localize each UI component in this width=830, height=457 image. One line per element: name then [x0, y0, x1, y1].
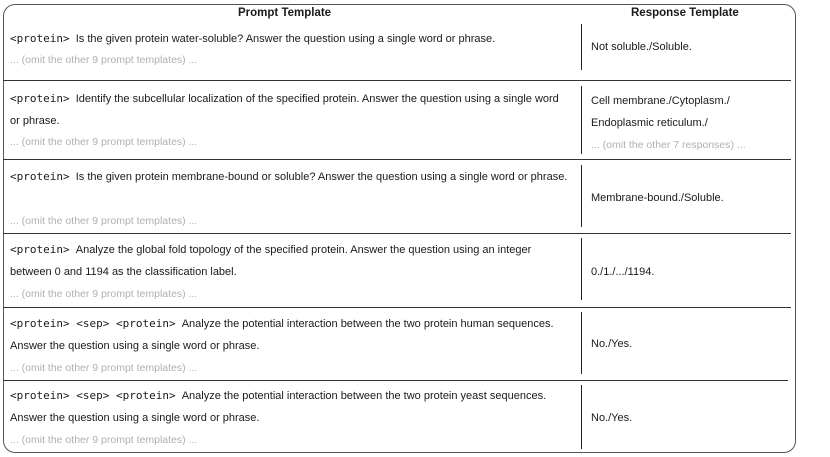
response-omit-note: ... (omit the other 7 responses) ...: [591, 139, 746, 151]
prompt-omit-note: ... (omit the other 9 prompt templates) ...: [10, 288, 198, 300]
row-divider: [3, 159, 791, 160]
prompt-cell: [10, 88, 570, 132]
response-cell: [591, 187, 786, 209]
prompt-cell: [10, 28, 570, 50]
response-cell: [591, 333, 786, 355]
prompt-cell: [10, 239, 570, 283]
response-cell: [591, 407, 786, 429]
response-text: No./Yes.: [591, 338, 633, 350]
prompt-cell: [10, 166, 570, 188]
response-text: 0./1./.../1194.: [591, 266, 655, 278]
prompt-omit-note: ... (omit the other 9 prompt templates) ...: [10, 434, 198, 446]
token-label: <protein>: [10, 170, 70, 183]
prompt-cell: [10, 313, 575, 357]
prompt-omit-note: ... (omit the other 9 prompt templates) ...: [10, 136, 198, 148]
prompt-text: Is the given protein water-soluble? Answer the question using a single word or phrase.: [75, 33, 496, 45]
token-label: <protein> <sep> <protein>: [10, 389, 176, 402]
column-divider: [581, 385, 582, 449]
row-divider: [3, 80, 791, 81]
response-text: No./Yes.: [591, 412, 633, 424]
token-label: <protein>: [10, 32, 70, 45]
prompt-omit-note: ... (omit the other 9 prompt templates) ...: [10, 362, 198, 374]
prompt-text: Analyze the global fold topology of the specified protein. Answer the question using an integer between 0 and 1194 as the classification label.: [10, 244, 532, 278]
column-divider: [581, 165, 582, 227]
row-divider: [3, 307, 791, 308]
token-label: <protein> <sep> <protein>: [10, 317, 176, 330]
header-response-template: Response Template: [631, 7, 739, 19]
prompt-omit-note: ... (omit the other 9 prompt templates) ...: [10, 54, 198, 66]
prompt-text: Is the given protein membrane-bound or soluble? Answer the question using a single word or phrase.: [75, 171, 568, 183]
column-divider: [581, 86, 582, 154]
response-cell: [591, 90, 771, 134]
prompt-text: Identify the subcellular localization of the specified protein. Answer the question using a single word or phrase.: [10, 93, 559, 127]
column-divider: [581, 312, 582, 374]
response-cell: [591, 36, 786, 58]
column-divider: [581, 238, 582, 300]
prompt-text: Analyze the potential interaction between the two protein human sequences. Answer the question using a single word or phrase.: [10, 318, 554, 352]
response-text: Membrane-bound./Soluble.: [591, 192, 724, 204]
response-cell: [591, 261, 786, 283]
prompt-cell: [10, 385, 575, 429]
response-text: Cell membrane./Cytoplasm./ Endoplasmic reticulum./: [591, 95, 730, 129]
header-prompt-template: Prompt Template: [238, 7, 332, 19]
row-divider: [3, 233, 791, 234]
token-label: <protein>: [10, 243, 70, 256]
row-divider: [3, 380, 788, 381]
prompt-text: Analyze the potential interaction between the two protein yeast sequences. Answer the question using a single word or phrase.: [10, 390, 547, 424]
response-text: Not soluble./Soluble.: [591, 41, 692, 53]
prompt-omit-note: ... (omit the other 9 prompt templates) ...: [10, 215, 198, 227]
column-divider: [581, 24, 582, 70]
token-label: <protein>: [10, 92, 70, 105]
